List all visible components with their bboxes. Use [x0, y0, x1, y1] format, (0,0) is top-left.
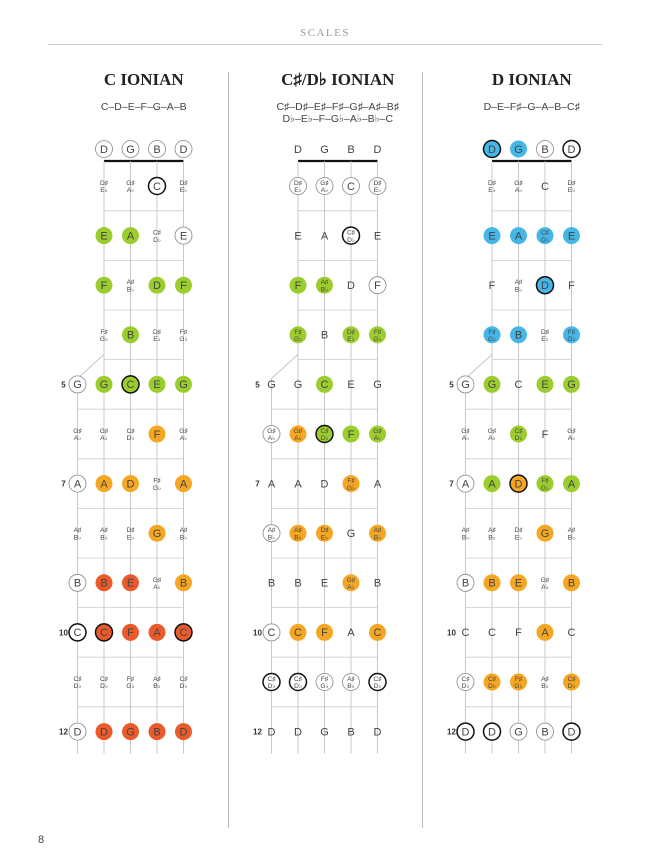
- diagram-1-open-4-label: D: [179, 143, 188, 156]
- diagram-1-fret-row-2-string-2-label: A: [126, 230, 135, 243]
- diagram-1-fret-row-5-string-1-label: G: [99, 379, 109, 392]
- diagram-3-fret-row-9-side-label: B: [461, 577, 470, 590]
- diagram-3-fret-row-4-string-3-label-sharp: D♯: [540, 328, 550, 336]
- diagram-1-fret-row-2-string-3-label-sharp: C♯: [152, 229, 162, 237]
- diagram-1-fret-row-3-string-4-label: F: [180, 280, 187, 292]
- diagram-3-fret-row-12-string-2-label: G: [514, 726, 523, 739]
- diagram-1-fret-row-8-string-1-label-sharp: A♯: [100, 527, 108, 535]
- diagram-3-fret-row-6-string-3-label: F: [541, 428, 549, 441]
- diagram-2-fret-row-11-string-1-label-sharp: C♯: [293, 676, 303, 683]
- diagram-2-fret-row-3-string-4-label: F: [374, 280, 381, 292]
- diagram-3-sequence-1: D–E–F♯–G–A–B–C♯: [483, 101, 580, 113]
- diagram-2-fret-row-1-string-3-label: C: [347, 180, 355, 193]
- diagram-1-fret-row-10-string-4-label: C: [179, 627, 188, 640]
- diagram-1-fret-row-4-string-4-label-flat: G♭: [179, 336, 188, 343]
- diagram-2-fret-row-8-string-2-label-flat: E♭: [320, 534, 329, 542]
- diagram-3-fret-row-4-string-1-label-flat: G♭: [487, 336, 497, 343]
- diagram-2-fret-row-11-string-3-label-flat: B♭: [347, 683, 355, 691]
- diagram-3-fret-row-8-string-4-label-flat: B♭: [567, 534, 576, 542]
- diagram-2-fret-row-7-side-label: A: [267, 478, 276, 491]
- diagram-3-fret-row-5-string-1-label: G: [487, 379, 497, 392]
- diagram-1-fret-row-4-string-3-label-sharp: D♯: [152, 328, 162, 336]
- diagram-2-fret-row-4-string-1-label-sharp: F♯: [294, 328, 302, 336]
- diagram-2-fret-row-10-fret-number: 10: [253, 628, 262, 638]
- diagram-2-fret-row-10-string-3-label: A: [347, 627, 355, 640]
- diagram-2-fret-row-12-string-3-label: B: [347, 726, 355, 739]
- diagram-2-fret-row-8-string-3-label: G: [346, 528, 356, 540]
- diagram-2-open-4-label: D: [373, 143, 382, 156]
- diagram-3-fret-row-11-string-3-label-sharp: A♯: [541, 676, 549, 683]
- diagram-2-fret-row-8-side-label-sharp: A♯: [267, 527, 276, 535]
- diagram-1-fret-row-9-string-3-label-sharp: G♯: [152, 576, 162, 584]
- diagram-3-fret-row-5-fret-number: 5: [449, 380, 454, 390]
- diagram-1-fret-row-8-side-label-sharp: A♯: [73, 527, 82, 535]
- diagram-2-fret-row-1-string-2-label-sharp: G♯: [320, 180, 329, 187]
- diagram-2-fret-row-6-string-4-label-flat: A♭: [373, 435, 382, 443]
- diagram-2-fret-row-6-string-2-label-flat: D♭: [320, 435, 329, 443]
- diagram-2-fret-row-6-string-1-label-flat: A♭: [294, 435, 302, 443]
- diagram-1-fret-row-7-string-4-label: A: [179, 478, 188, 491]
- diagram-1-fret-row-6-string-4-label-flat: A♭: [179, 435, 188, 443]
- diagram-1-fret-row-2-string-4-label: E: [179, 230, 188, 243]
- diagram-3-fret-row-8-side-label-flat: B♭: [461, 534, 470, 542]
- diagram-1-fret-row-12-string-4-label: D: [179, 726, 188, 739]
- diagram-1-fret-row-6-string-1-label-flat: A♭: [100, 435, 108, 443]
- diagram-1-fret-row-10-fret-number: 10: [59, 628, 68, 638]
- diagram-1-fret-row-8-string-3-label: G: [152, 528, 162, 540]
- diagram-3-fret-row-10-string-4-label: C: [567, 627, 576, 640]
- diagram-3-fret-row-9-string-3-label-flat: A♭: [541, 584, 549, 591]
- diagram-2-fret-row-11-string-1-label-flat: D♭: [294, 683, 302, 691]
- diagram-1-title: C IONIAN: [103, 70, 184, 89]
- diagram-3-fret-row-3-string-1-label: F: [488, 280, 496, 292]
- diagram-2-fret-row-2-string-3-label-flat: D♭: [347, 236, 355, 244]
- diagram-3-fret-row-8-side-label-sharp: A♯: [461, 527, 470, 535]
- diagram-3-fret-row-2-string-4-label: E: [567, 230, 576, 243]
- diagram-1-fret-row-11-string-2-label-flat: G♭: [126, 683, 135, 691]
- diagram-2-fret-row-4-string-2-label: B: [320, 329, 329, 342]
- diagram-3-fret-row-1-string-4-label-flat: E♭: [567, 187, 576, 195]
- diagram-3-fret-row-2-string-2-label: A: [514, 230, 523, 243]
- diagram-1-fret-row-7-fret-number: 7: [61, 479, 66, 489]
- diagram-2-fret-row-12-string-4-label: D: [373, 726, 382, 739]
- diagram-2-open-2-label: G: [320, 143, 329, 156]
- diagram-2-fret-row-8-string-4-label-sharp: A♯: [373, 527, 382, 535]
- diagram-2-fret-row-8-side-label-flat: B♭: [267, 534, 276, 542]
- diagram-1-side-string-join: [78, 354, 105, 378]
- diagram-2-fret-row-6-side-label-flat: A♭: [267, 435, 276, 443]
- diagram-2-fret-row-12-side-label: D: [267, 726, 276, 739]
- diagram-1-fret-row-6-side-label-sharp: G♯: [73, 428, 82, 435]
- diagram-2-fret-row-2-string-2-label: A: [320, 230, 329, 243]
- diagram-1-fret-row-4-string-1-label-sharp: F♯: [100, 328, 108, 336]
- diagram-3-fret-row-6-side-label-sharp: G♯: [461, 428, 470, 435]
- diagram-2-fret-row-3-string-2-label-sharp: A♯: [320, 279, 329, 287]
- diagram-3-fret-row-7-fret-number: 7: [449, 479, 454, 489]
- diagram-2-fret-row-10-side-label: C: [267, 627, 276, 640]
- diagram-1-fret-row-1-string-1-label-sharp: D♯: [99, 180, 109, 187]
- diagram-1-fret-row-10-string-3-label: A: [153, 627, 161, 640]
- diagram-3-fret-row-8-string-4-label-sharp: A♯: [567, 527, 576, 535]
- diagram-2-side-string-join: [272, 354, 299, 378]
- diagram-3-fret-row-11-side-label-flat: D♭: [461, 683, 470, 691]
- diagram-2-fret-row-3-string-3-label: D: [347, 280, 355, 292]
- diagram-1-fret-row-4-string-1-label-flat: G♭: [99, 336, 109, 343]
- diagram-1-fret-row-11-string-4-label-sharp: C♯: [179, 676, 188, 683]
- diagram-2-fret-row-6-string-2-label-sharp: C♯: [320, 428, 329, 435]
- page-number: 8: [38, 834, 45, 846]
- diagram-1-fret-row-11-side-label-sharp: C♯: [73, 676, 82, 683]
- diagram-1-fret-row-10-side-label: C: [73, 627, 82, 640]
- diagram-1-fret-row-1-string-4-label-flat: E♭: [179, 187, 188, 195]
- diagram-3-fret-row-1-string-2-label-sharp: G♯: [514, 180, 523, 187]
- diagram-2-fret-row-8-string-1-label-flat: B♭: [294, 534, 302, 542]
- diagram-3-fret-row-1-string-1-label-sharp: D♯: [487, 180, 497, 187]
- diagram-3-fret-row-11-string-2-label-sharp: F♯: [514, 676, 523, 683]
- diagram-1-sequence-1: C–D–E–F–G–A–B: [100, 101, 187, 113]
- diagram-3-fret-row-4-string-3-label-flat: E♭: [541, 336, 549, 343]
- diagram-2-fret-row-5-string-2-label: C: [320, 379, 329, 392]
- diagram-2-fret-row-9-string-3-label-sharp: G♯: [346, 576, 356, 584]
- diagram-2-fret-row-5-string-1-label: G: [293, 379, 303, 392]
- diagram-1-fret-row-9-string-1-label: B: [100, 577, 108, 590]
- diagram-1-fret-row-6-string-3-label: F: [153, 428, 161, 441]
- diagram-2-fret-row-6-string-3-label: F: [347, 428, 355, 441]
- diagram-3-fret-row-5-side-label: G: [461, 379, 470, 392]
- diagram-1-fret-row-11-string-4-label-flat: D♭: [179, 683, 188, 691]
- diagram-3-fret-row-8-string-1-label-flat: B♭: [488, 534, 496, 542]
- diagram-3-fret-row-6-string-2-label-sharp: C♯: [514, 428, 523, 435]
- diagram-3-fret-row-7-string-4-label: A: [567, 478, 576, 491]
- diagram-3-fret-row-6-side-label-flat: A♭: [461, 435, 470, 443]
- diagram-1-fret-row-11-string-1-label-flat: D♭: [100, 683, 108, 691]
- diagram-2-fret-row-9-string-1-label: B: [294, 577, 302, 590]
- diagram-3-fret-row-12-fret-number: 12: [447, 727, 456, 737]
- diagram-1-fret-row-6-string-2-label-sharp: C♯: [126, 428, 135, 435]
- diagram-3-fret-row-1-string-4-label-sharp: D♯: [567, 180, 576, 187]
- diagram-2-fret-row-12-string-2-label: G: [320, 726, 329, 739]
- diagram-2-title: C♯/D♭ IONIAN: [281, 70, 395, 89]
- diagram-1-fret-row-8-string-2-label-sharp: D♯: [126, 527, 135, 535]
- diagram-1-fret-row-6-string-4-label-sharp: G♯: [179, 428, 188, 435]
- diagram-2-fret-row-9-string-3-label-flat: A♭: [347, 584, 355, 591]
- diagram-2-fret-row-4-string-1-label-flat: G♭: [293, 336, 303, 343]
- section-header: SCALES: [300, 27, 350, 39]
- diagram-1-fret-row-10-string-2-label: F: [127, 627, 134, 640]
- diagram-3-fret-row-7-string-2-label: D: [514, 478, 523, 491]
- diagram-3-fret-row-10-string-3-label: A: [541, 627, 549, 640]
- diagram-1-fret-row-1-string-4-label-sharp: D♯: [179, 180, 188, 187]
- diagram-3-fret-row-6-string-2-label-flat: D♭: [514, 435, 523, 443]
- diagram-2-fret-row-1-string-2-label-flat: A♭: [320, 187, 329, 195]
- diagram-1-fret-row-11-string-3-label-sharp: A♯: [153, 676, 161, 683]
- diagram-2-open-3-label: B: [347, 143, 355, 156]
- diagram-3-fret-row-8-string-2-label-flat: E♭: [514, 534, 523, 542]
- diagram-1-fret-row-5-string-4-label: G: [179, 379, 188, 392]
- diagram-3-fret-row-10-string-1-label: C: [488, 627, 496, 640]
- diagram-2-open-1-label: D: [294, 143, 302, 156]
- diagram-3-fret-row-2-string-3-label-sharp: C♯: [540, 229, 550, 237]
- diagram-1-fret-row-9-side-label: B: [73, 577, 82, 590]
- diagram-2-fret-row-8-string-1-label-sharp: A♯: [294, 527, 302, 535]
- diagram-1-fret-row-6-string-1-label-sharp: G♯: [99, 428, 109, 435]
- diagram-2-fret-row-12-fret-number: 12: [253, 727, 262, 737]
- diagram-2-fret-row-6-string-4-label-sharp: G♯: [373, 428, 382, 435]
- diagram-3-fret-row-9-string-3-label-sharp: G♯: [540, 576, 550, 584]
- diagram-2-fret-row-5-side-label: G: [267, 379, 276, 392]
- diagram-2-fret-row-7-string-4-label: A: [373, 478, 382, 491]
- diagram-2-fret-row-2-string-4-label: E: [373, 230, 382, 243]
- diagram-3-fret-row-3-string-4-label: F: [568, 280, 575, 292]
- diagram-3-fret-row-6-string-4-label-flat: A♭: [567, 435, 576, 443]
- diagram-3-open-3-label: B: [541, 143, 549, 156]
- diagram-2-fret-row-11-string-3-label-sharp: A♯: [347, 676, 355, 683]
- diagram-2-fret-row-11-string-4-label-sharp: C♯: [373, 676, 382, 683]
- diagram-1-fret-row-11-string-1-label-sharp: C♯: [99, 676, 109, 683]
- diagram-1-fret-row-7-string-3-label-sharp: F♯: [153, 477, 161, 485]
- diagram-3-fret-row-12-string-1-label: D: [488, 726, 496, 739]
- diagram-2-fret-row-10-string-4-label: C: [373, 627, 382, 640]
- diagram-3-title: D IONIAN: [491, 70, 572, 89]
- diagram-3-fret-row-3-string-2-label-sharp: A♯: [514, 279, 523, 287]
- diagram-3-fret-row-11-string-4-label-sharp: C♯: [567, 676, 576, 683]
- diagram-2-fret-row-11-string-4-label-flat: D♭: [373, 683, 382, 691]
- diagram-2-fret-row-7-string-3-label-flat: G♭: [346, 484, 356, 492]
- diagram-1-fret-row-3-string-1-label: F: [100, 280, 108, 292]
- diagram-1-fret-row-12-string-3-label: B: [153, 726, 161, 739]
- diagram-2-sequence-2: D♭–E♭–F–G♭–A♭–B♭–C: [282, 113, 394, 125]
- diagram-1-fret-row-8-string-4-label-sharp: A♯: [179, 527, 188, 535]
- diagram-3-fret-row-4-string-4-label-sharp: F♯: [567, 328, 576, 336]
- diagram-2-fret-row-12-string-1-label: D: [294, 726, 302, 739]
- diagram-3-open-2-label: G: [514, 143, 523, 156]
- diagram-2-fret-row-2-string-1-label: E: [294, 230, 302, 243]
- diagram-3-fret-row-1-string-3-label: C: [541, 180, 549, 193]
- diagram-1-fret-row-6-string-2-label-flat: D♭: [126, 435, 135, 443]
- diagram-1-fret-row-7-string-1-label: A: [100, 478, 108, 491]
- diagram-3-fret-row-11-string-4-label-flat: D♭: [567, 683, 576, 691]
- diagram-1-fret-row-12-string-1-label: D: [100, 726, 108, 739]
- diagram-2-fret-row-5-string-4-label: G: [373, 379, 382, 392]
- diagram-3-fret-row-5-string-3-label: E: [541, 379, 549, 392]
- diagram-2-fret-row-3-string-2-label-flat: B♭: [320, 286, 329, 294]
- diagram-2-fret-row-5-fret-number: 5: [255, 380, 260, 390]
- diagram-2-fret-row-7-fret-number: 7: [255, 479, 260, 489]
- diagram-3-fret-row-8-string-1-label-sharp: A♯: [488, 527, 496, 535]
- diagram-3-fret-row-7-string-1-label: A: [488, 478, 496, 491]
- diagram-1-fret-row-7-string-2-label: D: [126, 478, 135, 491]
- diagram-1-fret-row-4-string-4-label-sharp: F♯: [179, 328, 188, 336]
- diagram-1-fret-row-3-string-2-label-flat: B♭: [126, 286, 135, 294]
- diagram-3-fret-row-7-side-label: A: [461, 478, 470, 491]
- diagram-1-fret-row-8-side-label-flat: B♭: [73, 534, 82, 542]
- diagram-3-side-string-join: [466, 354, 493, 378]
- diagram-1-fret-row-6-side-label-flat: A♭: [73, 435, 82, 443]
- diagram-3-fret-row-7-string-3-label-sharp: F♯: [541, 477, 549, 485]
- diagram-3-fret-row-10-string-2-label: F: [515, 627, 522, 640]
- diagram-2-fret-row-6-string-1-label-sharp: G♯: [293, 428, 303, 435]
- diagram-3-fret-row-1-string-2-label-flat: A♭: [514, 187, 523, 195]
- diagram-2-fret-row-9-string-4-label: B: [373, 577, 382, 590]
- diagram-2-fret-row-1-string-1-label-flat: E♭: [294, 187, 302, 195]
- diagram-1-fret-row-7-string-3-label-flat: G♭: [152, 484, 162, 492]
- diagram-1-open-2-label: G: [126, 143, 135, 156]
- diagram-1-fret-row-1-string-1-label-flat: E♭: [100, 187, 108, 195]
- diagram-3-fret-row-9-string-1-label: B: [488, 577, 496, 590]
- diagram-2-fret-row-11-string-2-label-sharp: F♯: [320, 676, 329, 683]
- diagram-1-fret-row-4-string-3-label-flat: E♭: [153, 336, 161, 343]
- diagram-2-fret-row-5-string-3-label: E: [347, 379, 355, 392]
- diagram-3-fret-row-5-string-4-label: G: [567, 379, 576, 392]
- diagram-1-fret-row-1-string-2-label-flat: A♭: [126, 187, 135, 195]
- diagram-3-fret-row-12-string-3-label: B: [541, 726, 549, 739]
- diagram-2-fret-row-2-string-3-label-sharp: C♯: [346, 229, 356, 237]
- diagram-2-fret-row-7-string-1-label: A: [294, 478, 302, 491]
- diagram-1-fret-row-11-side-label-flat: D♭: [73, 683, 82, 691]
- diagram-1-fret-row-3-string-2-label-sharp: A♯: [126, 279, 135, 287]
- diagram-3-fret-row-11-string-1-label-sharp: C♯: [487, 676, 497, 683]
- diagram-1-fret-row-7-side-label: A: [73, 478, 82, 491]
- diagram-3-fret-row-11-side-label-sharp: C♯: [461, 676, 470, 683]
- diagram-2-fret-row-7-string-3-label-sharp: F♯: [347, 477, 355, 485]
- diagram-1-fret-row-5-string-2-label: C: [126, 379, 135, 392]
- diagram-3-fret-row-1-string-1-label-flat: E♭: [488, 187, 496, 195]
- diagram-2-fret-row-11-side-label-flat: D♭: [267, 683, 276, 691]
- diagram-2-fret-row-7-string-2-label: D: [320, 478, 329, 491]
- diagram-1-fret-row-5-string-3-label: E: [153, 379, 161, 392]
- diagram-1-fret-row-1-string-2-label-sharp: G♯: [126, 180, 135, 187]
- diagram-2-fret-row-1-string-4-label-sharp: D♯: [373, 180, 382, 187]
- diagram-3-fret-row-7-string-3-label-flat: G♭: [540, 484, 550, 492]
- diagram-1-fret-row-2-string-3-label-flat: D♭: [153, 236, 161, 244]
- diagram-1-fret-row-11-string-2-label-sharp: F♯: [126, 676, 135, 683]
- diagram-1-fret-row-8-string-2-label-flat: E♭: [126, 534, 135, 542]
- diagram-2-fret-row-11-side-label-sharp: C♯: [267, 676, 276, 683]
- diagram-3-fret-row-2-string-3-label-flat: D♭: [541, 236, 549, 244]
- diagram-2-fret-row-10-string-1-label: C: [294, 627, 302, 640]
- diagram-1-open-3-label: B: [153, 143, 161, 156]
- diagram-1-fret-row-9-string-4-label: B: [179, 577, 188, 590]
- diagram-2-fret-row-11-string-2-label-flat: G♭: [320, 683, 329, 691]
- diagram-3-fret-row-8-string-3-label: G: [540, 528, 550, 540]
- diagram-2-fret-row-4-string-4-label-sharp: F♯: [373, 328, 382, 336]
- diagram-3-fret-row-5-string-2-label: C: [514, 379, 523, 392]
- diagram-3-fret-row-11-string-1-label-flat: D♭: [488, 683, 496, 691]
- diagram-3-fret-row-9-string-2-label: E: [514, 577, 523, 590]
- diagram-1-fret-row-2-string-1-label: E: [100, 230, 108, 243]
- diagram-2-fret-row-9-string-2-label: E: [320, 577, 329, 590]
- diagram-3-fret-row-2-string-1-label: E: [488, 230, 496, 243]
- diagram-3-fret-row-3-string-2-label-flat: B♭: [514, 286, 523, 294]
- diagram-1-fret-row-5-side-label: G: [73, 379, 82, 392]
- diagram-1-fret-row-9-string-2-label: E: [126, 577, 135, 590]
- diagram-3-open-1-label: D: [488, 143, 496, 156]
- diagram-3-fret-row-8-string-2-label-sharp: D♯: [514, 527, 523, 535]
- diagram-2-fret-row-4-string-3-label-sharp: D♯: [346, 328, 356, 336]
- diagram-1-fret-row-5-fret-number: 5: [61, 380, 66, 390]
- diagram-2-fret-row-10-string-2-label: F: [321, 627, 328, 640]
- diagram-1-fret-row-12-string-2-label: G: [126, 726, 135, 739]
- diagram-1-fret-row-1-string-3-label: C: [153, 180, 161, 193]
- diagram-3-fret-row-11-string-3-label-flat: B♭: [541, 683, 549, 691]
- diagram-1-open-1-label: D: [100, 143, 108, 156]
- diagram-1-fret-row-10-string-1-label: C: [100, 627, 108, 640]
- diagram-3-fret-row-10-fret-number: 10: [447, 628, 456, 638]
- diagram-3-fret-row-4-string-4-label-flat: G♭: [567, 336, 576, 343]
- diagram-1-fret-row-8-string-4-label-flat: B♭: [179, 534, 188, 542]
- diagram-3-fret-row-12-string-4-label: D: [567, 726, 576, 739]
- diagram-2-fret-row-3-string-1-label: F: [294, 280, 302, 292]
- diagram-3-fret-row-6-string-4-label-sharp: G♯: [567, 428, 576, 435]
- diagram-3-fret-row-3-string-3-label: D: [541, 280, 549, 292]
- diagram-3-fret-row-9-string-4-label: B: [567, 577, 576, 590]
- diagram-2-fret-row-9-side-label: B: [267, 577, 276, 590]
- diagram-2-fret-row-8-string-4-label-flat: B♭: [373, 534, 382, 542]
- diagram-3-fret-row-4-string-1-label-sharp: F♯: [488, 328, 496, 336]
- diagram-3-fret-row-11-string-2-label-flat: G♭: [514, 683, 523, 691]
- diagram-3-fret-row-6-string-1-label-flat: A♭: [488, 435, 496, 443]
- diagram-1-fret-row-12-fret-number: 12: [59, 727, 68, 737]
- diagram-1-fret-row-12-side-label: D: [73, 726, 82, 739]
- diagram-3-open-4-label: D: [567, 143, 576, 156]
- diagram-1-fret-row-8-string-1-label-flat: B♭: [100, 534, 108, 542]
- diagram-2-fret-row-6-side-label-sharp: G♯: [267, 428, 276, 435]
- diagram-2-fret-row-4-string-3-label-flat: E♭: [347, 336, 355, 343]
- diagram-1-fret-row-11-string-3-label-flat: B♭: [153, 683, 161, 691]
- diagram-3-fret-row-10-side-label: C: [461, 627, 470, 640]
- diagram-1-fret-row-4-string-2-label: B: [126, 329, 135, 342]
- diagram-1-fret-row-3-string-3-label: D: [153, 280, 161, 292]
- diagram-2-fret-row-1-string-4-label-flat: E♭: [373, 187, 382, 195]
- diagram-2-fret-row-1-string-1-label-sharp: D♯: [293, 180, 303, 187]
- diagram-3-fret-row-12-side-label: D: [461, 726, 470, 739]
- diagram-1-fret-row-9-string-3-label-flat: A♭: [153, 584, 161, 591]
- diagram-3-fret-row-4-string-2-label: B: [514, 329, 523, 342]
- diagram-2-fret-row-4-string-4-label-flat: G♭: [373, 336, 382, 343]
- diagram-2-sequence-1: C♯–D♯–E♯–F♯–G♯–A♯–B♯: [276, 101, 400, 113]
- diagram-3-fret-row-6-string-1-label-sharp: G♯: [487, 428, 497, 435]
- diagram-2-fret-row-8-string-2-label-sharp: D♯: [320, 527, 329, 535]
